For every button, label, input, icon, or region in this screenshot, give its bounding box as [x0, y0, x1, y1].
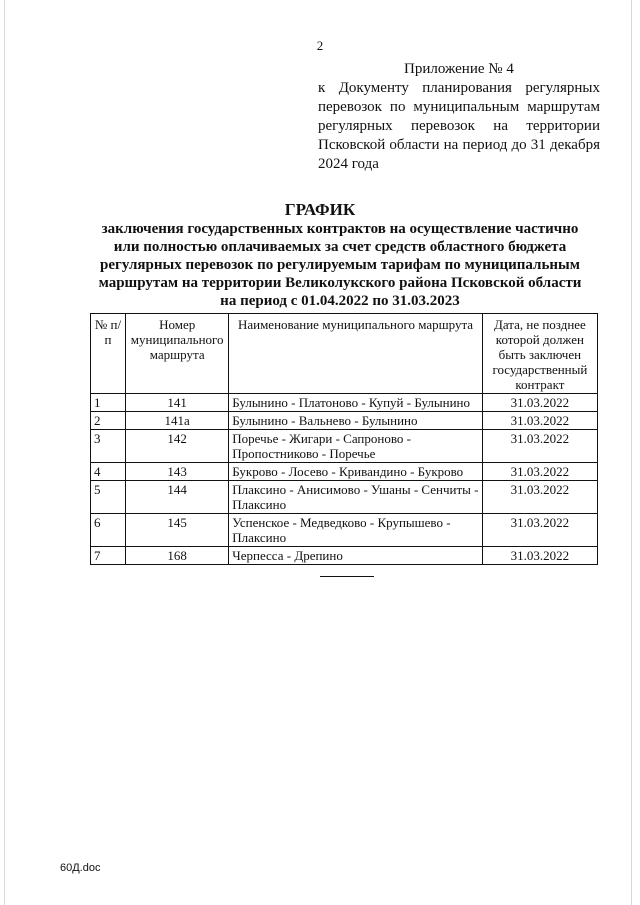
- annex-text: к Документу планирования регулярных перевозок по муниципальным маршрутам регулярных перевозок на территории Псковской области на период до 31 декабря 2024 года: [318, 80, 600, 172]
- cell-route-number: 143: [126, 463, 229, 481]
- footer-filename: 60Д.doc: [60, 862, 101, 874]
- document-subtitle: заключения государственных контрактов на осуществление частично или полностью оплачиваемых за счет средств областного бюджета регулярных перевозок по регулируемым тарифам по муниципальным маршрутам на территории Великолукского района Псковской области на период с 01.04.2022 по 31.03.2023: [98, 221, 582, 309]
- cell-contract-date: 31.03.2022: [482, 430, 597, 463]
- cell-number: 5: [91, 481, 126, 514]
- table-row: [91, 394, 598, 412]
- cell-route-number: 141: [126, 394, 229, 412]
- table-header-row: [91, 314, 598, 394]
- cell-contract-date: 31.03.2022: [482, 412, 597, 430]
- header-number: № п/п: [91, 314, 126, 394]
- cell-route-name: Поречье - Жигари - Сапроново - Пропостниково - Поречье: [229, 430, 483, 463]
- schedule-table: [90, 313, 598, 565]
- header-contract-date: Дата, не позднее которой должен быть заключен государственный контракт: [482, 314, 597, 394]
- cell-contract-date: 31.03.2022: [482, 481, 597, 514]
- cell-route-number: 168: [126, 547, 229, 565]
- cell-route-name: Успенское - Медведково - Крупышево - Плаксино: [229, 514, 483, 547]
- table-row: [91, 514, 598, 547]
- annex-title: Приложение № 4: [404, 61, 514, 77]
- cell-route-name: Булынино - Платоново - Купуй - Булынино: [229, 394, 483, 412]
- cell-route-number: 145: [126, 514, 229, 547]
- cell-route-name: Булынино - Вальнево - Булынино: [229, 412, 483, 430]
- cell-contract-date: 31.03.2022: [482, 394, 597, 412]
- cell-number: 6: [91, 514, 126, 547]
- cell-number: 1: [91, 394, 126, 412]
- header-route-name: Наименование муниципального маршрута: [229, 314, 483, 394]
- header-route-number: Номер муниципального маршрута: [126, 314, 229, 394]
- table-row: [91, 481, 598, 514]
- cell-number: 7: [91, 547, 126, 565]
- scan-edge-left: [4, 0, 5, 905]
- cell-route-number: 142: [126, 430, 229, 463]
- cell-route-name: Плаксино - Анисимово - Ушаны - Сенчиты - Плаксино: [229, 481, 483, 514]
- cell-route-number: 141а: [126, 412, 229, 430]
- table-row: [91, 463, 598, 481]
- page-number: 2: [316, 38, 324, 53]
- scan-edge-right: [631, 0, 632, 905]
- cell-route-number: 144: [126, 481, 229, 514]
- document-title: ГРАФИК: [284, 200, 356, 219]
- cell-contract-date: 31.03.2022: [482, 514, 597, 547]
- annex-block: [318, 60, 600, 174]
- cell-number: 2: [91, 412, 126, 430]
- table-row: [91, 412, 598, 430]
- table-row: [91, 430, 598, 463]
- cell-contract-date: 31.03.2022: [482, 547, 597, 565]
- cell-number: 4: [91, 463, 126, 481]
- cell-number: 3: [91, 430, 126, 463]
- table-row: [91, 547, 598, 565]
- cell-route-name: Черпесса - Дрепино: [229, 547, 483, 565]
- cell-contract-date: 31.03.2022: [482, 463, 597, 481]
- end-divider-line: [320, 576, 374, 577]
- cell-route-name: Букрово - Лосево - Кривандино - Букрово: [229, 463, 483, 481]
